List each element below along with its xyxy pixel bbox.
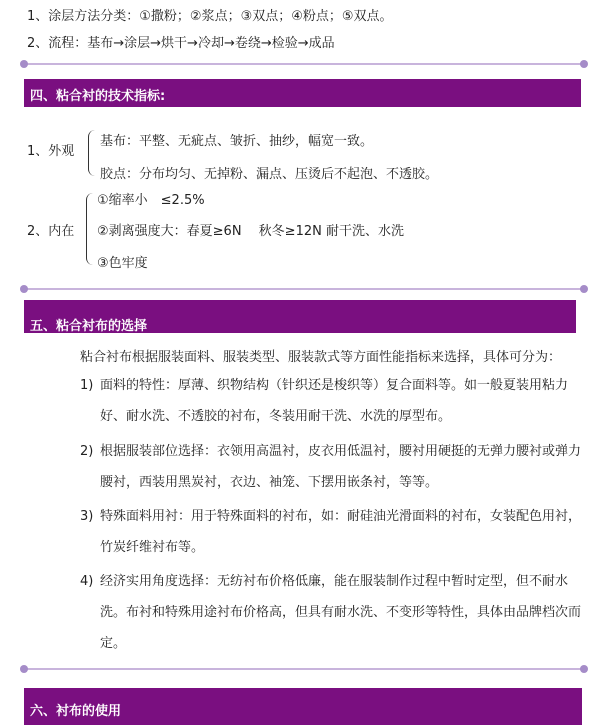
divider-dot <box>20 60 28 68</box>
section-header <box>24 79 581 107</box>
intro-text: 粘合衬布根据服装面料、服装类型、服装款式等方面性能指标来选择，具体可分为： <box>80 350 562 365</box>
section-title: 五、粘合衬布的选择 <box>30 319 148 334</box>
item-number: 1) <box>80 378 94 393</box>
section-title: 四、粘合衬的技术指标: <box>30 89 166 104</box>
internal-label: 2、内在 <box>27 224 75 239</box>
shrinkage-spec: ①缩率小 ≤2.5% <box>97 193 205 208</box>
list-item-text: 根据服装部位选择：衣领用高温衬，皮衣用低温衬，腰衬用硬挺的无弹力腰衬或弹力腰衬，西装用黑炭衬，衣边、袖笼、下摆用嵌条衬，等等。 <box>100 444 582 490</box>
divider-dot <box>580 665 588 673</box>
divider-dot <box>580 60 588 68</box>
appearance-label: 1、外观 <box>27 144 75 159</box>
divider-dot <box>580 285 588 293</box>
coating-method-line: 1、涂层方法分类：①撒粉；②浆点；③双点；④粉点；⑤双点。 <box>27 9 393 24</box>
glue-dot-spec: 胶点：分布均匀、无掉粉、漏点、压烫后不起泡、不透胶。 <box>100 167 439 182</box>
item-number: 3) <box>80 509 94 524</box>
list-item-text: 特殊面料用衬：用于特殊面料的衬布，如：耐硅油光滑面料的衬布，女装配色用衬，竹炭纤维衬布等。 <box>100 509 582 555</box>
item-number: 4) <box>80 574 94 589</box>
color-fastness-spec: ③色牢度 <box>97 256 148 271</box>
divider <box>24 288 584 290</box>
list-item-text: 经济实用角度选择：无纺衬布价格低廉，能在服装制作过程中暂时定型，但不耐水洗。布衬和特殊用途衬布价格高，但具有耐水洗、不变形等特性，具体由品牌档次而定。 <box>100 574 582 651</box>
base-fabric-spec: 基布：平整、无疵点、皱折、抽纱，幅宽一致。 <box>100 134 374 149</box>
section-header <box>24 300 576 333</box>
peel-strength-spec: ②剥离强度大：春夏≥6N 秋冬≥12N 耐干洗、水洗 <box>97 224 404 239</box>
section-title: 六、衬布的使用 <box>30 704 122 719</box>
divider-dot <box>20 665 28 673</box>
divider <box>24 63 584 65</box>
divider <box>24 668 584 670</box>
item-number: 2) <box>80 444 94 459</box>
brace <box>88 130 95 176</box>
list-item-text: 面料的特性：厚薄、织物结构（针织还是梭织等）复合面料等。如一般夏装用粘力好、耐水洗、不透胶的衬布，冬装用耐干洗、水洗的厚型布。 <box>100 378 569 424</box>
process-flow-line: 2、流程：基布→涂层→烘干→冷却→卷绕→检验→成品 <box>27 36 335 51</box>
divider-dot <box>20 285 28 293</box>
section-header <box>24 688 582 725</box>
brace <box>86 193 93 265</box>
